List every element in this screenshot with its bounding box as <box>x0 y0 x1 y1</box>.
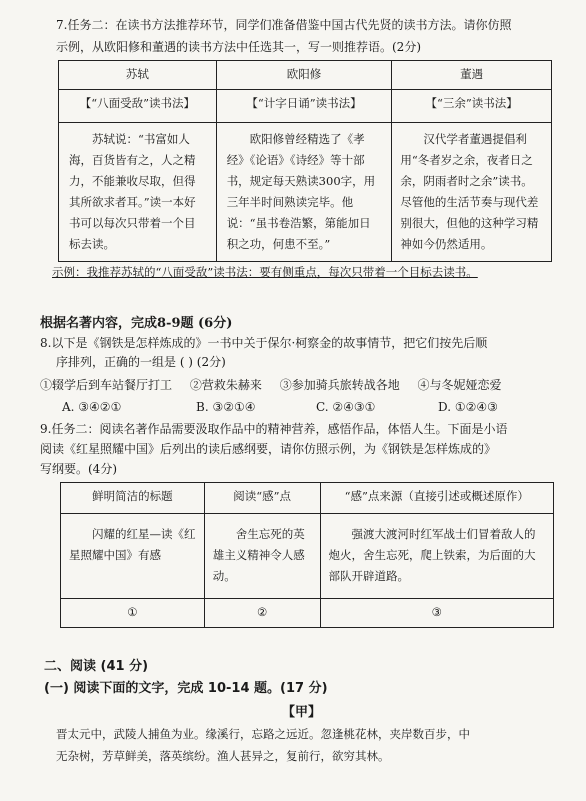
reading-passage-line1: 晋太元中，武陵人捕鱼为业。缘溪行，忘路之远近。忽逢桃花林，夹岸数百步，中 <box>56 727 470 741</box>
q9-header-title: 鲜明简洁的标题 <box>61 483 205 514</box>
q8-option-d: D. ①②④③ <box>438 400 498 414</box>
q9-example-source: 强渡大渡河时红军战士们冒着敌人的炮火，舍生忘死，爬上铁索，为后面的大部队开辟道路。 <box>320 514 553 599</box>
q9-example-point: 舍生忘死的英雄主义精神令人感动。 <box>204 514 320 599</box>
reading-passage-label: 【甲】 <box>282 705 322 720</box>
q8-option-b: B. ③②①④ <box>196 400 256 414</box>
q9-table <box>60 482 554 628</box>
q9-blank-2[interactable]: ② <box>204 599 320 628</box>
q7-method-ouyangxiu: 【“计字日诵”读书法】 <box>216 90 392 123</box>
q7-method-dongyu: 【“三余”读书法】 <box>392 90 552 123</box>
q7-cell-sushi: 苏轼说：“书富如人海，百货皆有之，人之精力，不能兼收尽取，但得其所欲求者耳。”读一本好书可以每次只带着一个目标去读。 <box>59 123 217 262</box>
q7-method-sushi: 【“八面受敌”读书法】 <box>59 90 217 123</box>
q7-header-sushi: 苏轼 <box>59 61 217 90</box>
q9-header-source: “感”点来源（直接引述或概述原作） <box>320 483 553 514</box>
q9-blank-3[interactable]: ③ <box>320 599 553 628</box>
reading-passage-line2: 无杂树，芳草鲜美，落英缤纷。渔人甚异之，复前行，欲穷其林。 <box>56 749 390 763</box>
q8-item-1: ①辍学后到车站餐厅打工 <box>40 378 173 392</box>
q7-cell-ouyangxiu: 欧阳修曾经精选了《孝经》《论语》《诗经》等十部书，规定每天熟读300字，用三年半时间熟读完毕。他说：“虽书卷浩繁，第能加日积之功，何患不至。” <box>216 123 392 262</box>
q9-example-title: 闪耀的红星—读《红星照耀中国》有感 <box>61 514 205 599</box>
q7-prompt-line1: 7.任务二：在读书方法推荐环节，同学们准备借鉴中国古代先贤的读书方法。请你仿照 <box>56 18 512 32</box>
q8-items <box>40 377 502 394</box>
q9-prompt-line3: 写纲要。(4分) <box>40 462 117 476</box>
q8-item-2: ②营救朱赫来 <box>189 378 262 392</box>
q7-prompt-line2: 示例，从欧阳修和董遇的读书方法中任选其一，写一则推荐语。(2分) <box>56 40 422 54</box>
reading-subsection-title: (一) 阅读下面的文字，完成 10-14 题。(17 分) <box>44 681 328 696</box>
q7-example: 示例：我推荐苏轼的“八面受敌”读书法：要有侧重点，每次只带着一个目标去读书。 <box>52 265 478 279</box>
q7-header-dongyu: 董遇 <box>392 61 552 90</box>
q9-header-point: 阅读“感”点 <box>204 483 320 514</box>
q7-table <box>58 60 552 262</box>
q9-blank-1[interactable]: ① <box>61 599 205 628</box>
section-header-8-9: 根据名著内容，完成8-9题 (6分) <box>40 316 233 331</box>
q8-prompt-line1: 8.以下是《钢铁是怎样炼成的》一书中关于保尔·柯察金的故事情节，把它们按先后顺 <box>40 336 488 350</box>
reading-section-title: 二、阅读 (41 分) <box>44 659 149 674</box>
q8-option-c: C. ②④③① <box>316 400 376 414</box>
q8-item-3: ③参加骑兵旅转战各地 <box>279 378 400 392</box>
q8-item-4: ④与冬妮娅恋爱 <box>417 378 502 392</box>
q7-cell-dongyu: 汉代学者董遇提倡利用“冬者岁之余，夜者日之余，阴雨者时之余”读书。尽管他的生活节奏与现代差别很大，但他的这种学习精神如今仍然适用。 <box>392 123 552 262</box>
q8-option-a: A. ③④②① <box>62 400 122 414</box>
q8-prompt-line2: 序排列，正确的一组是 ( ) (2分) <box>56 355 226 369</box>
q9-prompt-line2: 阅读《红星照耀中国》后列出的读后感纲要，请你仿照示例，为《钢铁是怎样炼成的》 <box>40 442 497 456</box>
q7-header-ouyangxiu: 欧阳修 <box>216 61 392 90</box>
q9-prompt-line1: 9.任务二：阅读名著作品需要汲取作品中的精神营养，感悟作品，体悟人生。下面是小语 <box>40 422 508 436</box>
